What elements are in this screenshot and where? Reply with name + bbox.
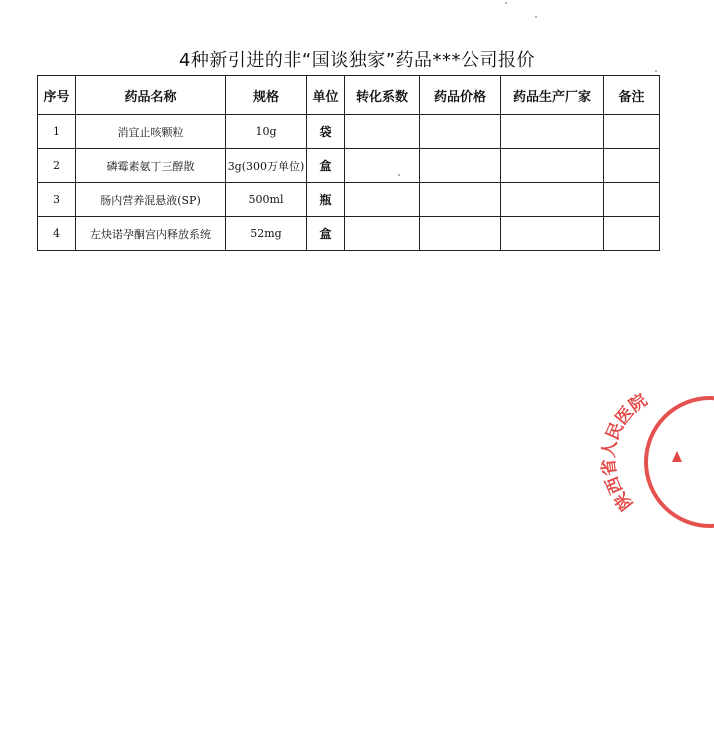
cell-conversion-factor — [345, 115, 420, 149]
table-header-row — [38, 76, 660, 115]
cell-conversion-factor — [345, 183, 420, 217]
cell-no: 2 — [38, 149, 76, 183]
price-table — [37, 75, 660, 251]
cell-manufacturer — [501, 149, 604, 183]
cell-no: 1 — [38, 115, 76, 149]
table-row — [38, 183, 660, 217]
cell-note — [604, 183, 660, 217]
cell-no: 4 — [38, 217, 76, 251]
cell-manufacturer — [501, 115, 604, 149]
cell-drug-name: 肠内营养混悬液(SP) — [76, 183, 226, 217]
cell-note — [604, 217, 660, 251]
header-no: 序号 — [38, 76, 76, 115]
cell-drug-price — [420, 183, 501, 217]
cell-drug-name: 左炔诺孕酮宫内释放系统 — [76, 217, 226, 251]
cell-spec: 500ml — [226, 183, 307, 217]
scan-artifact-dot — [655, 70, 657, 72]
cell-drug-name: 消宜止咳颗粒 — [76, 115, 226, 149]
cell-no: 3 — [38, 183, 76, 217]
header-conversion-factor: 转化系数 — [345, 76, 420, 115]
cell-unit: 盒 — [307, 149, 345, 183]
cell-spec: 52mg — [226, 217, 307, 251]
cell-manufacturer — [501, 217, 604, 251]
cell-note — [604, 149, 660, 183]
official-seal-stamp — [598, 380, 714, 540]
cell-manufacturer — [501, 183, 604, 217]
header-drug-price: 药品价格 — [420, 76, 501, 115]
cell-conversion-factor — [345, 217, 420, 251]
cell-note — [604, 115, 660, 149]
cell-unit: 盒 — [307, 217, 345, 251]
cell-spec: 3g(300万单位) — [226, 149, 307, 183]
seal-star-icon — [672, 451, 682, 462]
cell-drug-name: 磷霉素氨丁三醇散 — [76, 149, 226, 183]
header-manufacturer: 药品生产厂家 — [501, 76, 604, 115]
header-spec: 规格 — [226, 76, 307, 115]
cell-drug-price — [420, 149, 501, 183]
cell-drug-price — [420, 217, 501, 251]
cell-unit: 袋 — [307, 115, 345, 149]
header-unit: 单位 — [307, 76, 345, 115]
cell-spec: 10g — [226, 115, 307, 149]
seal-text: 陕西省人民医院 — [598, 390, 652, 514]
svg-text:陕西省人民医院 — [598, 390, 651, 515]
scan-artifact-dot — [535, 16, 537, 18]
scan-artifact-dot — [398, 174, 400, 176]
page-title: 4种新引进的非“国谈独家”药品***公司报价 — [178, 50, 536, 71]
cell-unit: 瓶 — [307, 183, 345, 217]
cell-conversion-factor — [345, 149, 420, 183]
header-note: 备注 — [604, 76, 660, 115]
header-drug-name: 药品名称 — [76, 76, 226, 115]
scan-artifact-dot — [505, 2, 507, 4]
cell-drug-price — [420, 115, 501, 149]
table-row — [38, 115, 660, 149]
table-row — [38, 217, 660, 251]
table-row — [38, 149, 660, 183]
